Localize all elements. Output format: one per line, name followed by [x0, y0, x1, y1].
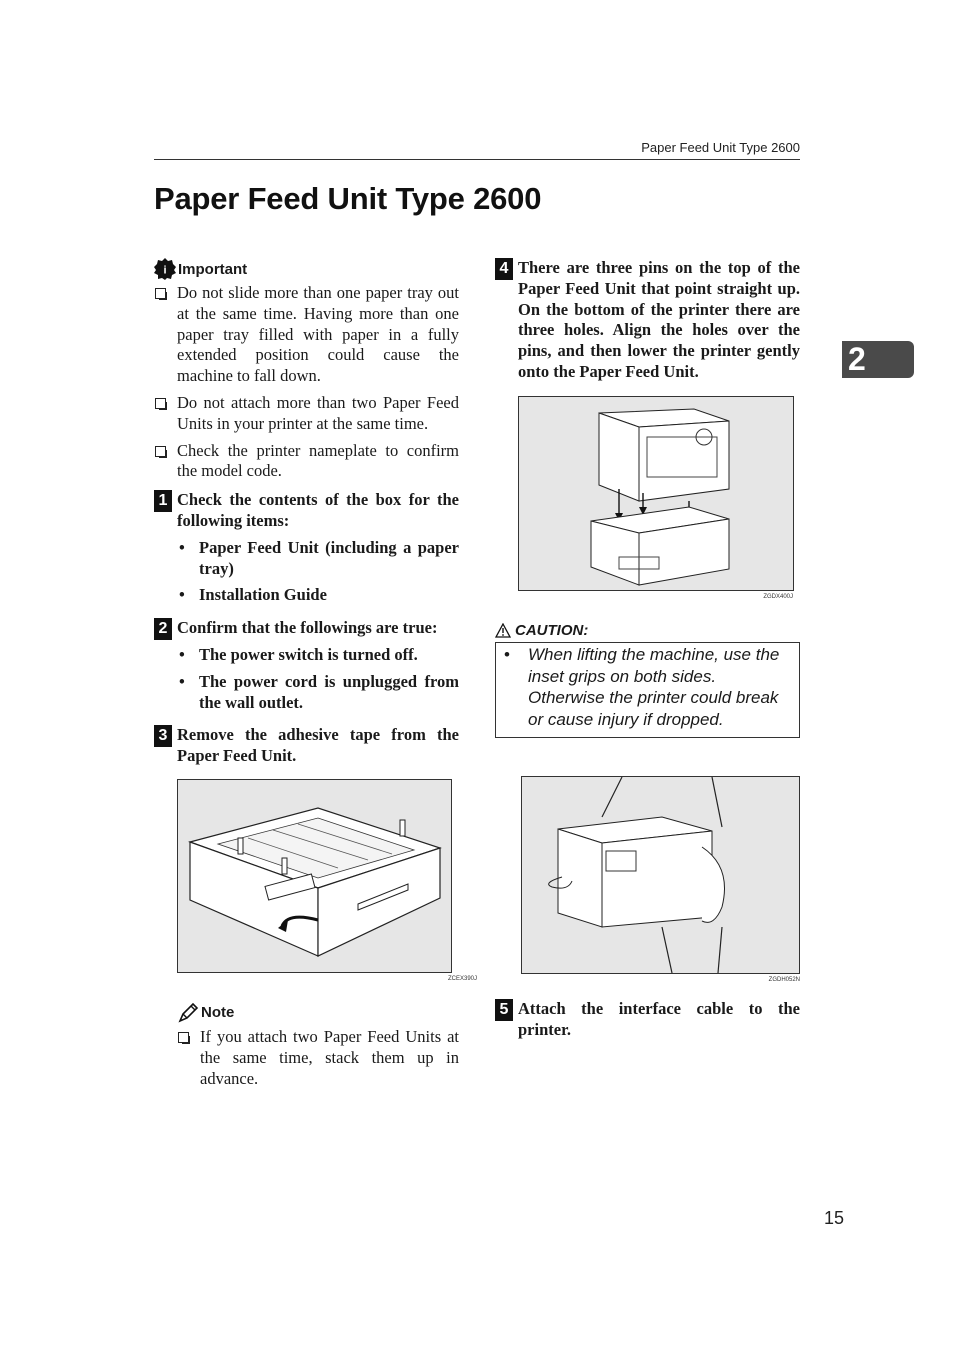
step-number: 3 — [154, 725, 172, 747]
caution-heading — [495, 622, 800, 639]
important-icon — [154, 258, 176, 280]
step-text: Check the contents of the box for the following items: — [177, 490, 459, 530]
step-number: 2 — [154, 618, 172, 640]
stacking-figure — [518, 396, 794, 591]
step-number: 1 — [154, 490, 172, 512]
left-column — [154, 258, 477, 1095]
step-text: Attach the interface cable to the printer. — [518, 998, 800, 1039]
list-item: • The power cord is unplugged from the wall outlet. — [177, 672, 459, 714]
list-item: Check the printer nameplate to confirm the model code. — [154, 441, 459, 483]
svg-text:i: i — [163, 264, 167, 277]
right-column — [495, 258, 800, 1041]
step-1 — [154, 490, 459, 606]
caution-block — [495, 622, 800, 738]
important-label: Important — [178, 260, 248, 278]
step-2 — [154, 618, 459, 713]
pencil-icon — [177, 1002, 199, 1024]
paper-feed-unit-illustration — [178, 780, 451, 972]
caution-box — [495, 642, 800, 738]
warning-triangle-icon — [495, 623, 511, 638]
running-header: Paper Feed Unit Type 2600 — [641, 140, 800, 155]
checkbox-icon — [155, 288, 166, 299]
step-text: Remove the adhesive tape from the Paper Feed Unit. — [177, 725, 459, 766]
header-rule — [154, 159, 800, 160]
note-list — [154, 1027, 459, 1089]
step-1-bullets — [177, 538, 459, 606]
important-list — [154, 283, 459, 482]
step-number: 4 — [495, 258, 513, 280]
step-4 — [495, 258, 800, 600]
important-heading — [154, 258, 459, 280]
list-item: • When lifting the machine, use the inset grips on both sides. Otherwise the printer could break or cause injury if dropped. — [496, 644, 791, 731]
step-5 — [495, 999, 800, 1041]
chapter-tab — [842, 341, 914, 378]
list-item: • The power switch is turned off. — [177, 645, 459, 666]
checkbox-icon — [155, 446, 166, 457]
list-item: • Installation Guide — [177, 585, 459, 606]
step-number: 5 — [495, 999, 513, 1021]
note-label: Note — [201, 1004, 235, 1022]
list-item: Do not attach more than two Paper Feed Units in your printer at the same time. — [154, 393, 459, 435]
printer-on-feed-unit-illustration — [519, 397, 793, 590]
step-3 — [154, 725, 477, 982]
figure-code: ZGDX400J — [763, 593, 793, 600]
person-lifting-printer-illustration — [522, 777, 799, 973]
step-2-bullets — [177, 645, 459, 713]
list-item: If you attach two Paper Feed Units at the same time, stack them up in advance. — [154, 1027, 459, 1089]
step-text: There are three pins on the top of the Paper Feed Unit that point straight up. On the bottom of the printer there are three holes. Align the holes over the pins, and then lower the printer gently onto the Paper Feed Unit. — [518, 258, 800, 381]
chapter-number: 2 — [848, 341, 866, 377]
checkbox-icon — [178, 1032, 189, 1043]
tape-removal-figure — [177, 779, 452, 973]
list-item: • Paper Feed Unit (including a paper tray) — [177, 538, 459, 580]
step-text: Confirm that the followings are true: — [177, 618, 438, 638]
page-number: 15 — [824, 1208, 845, 1228]
list-item: Do not slide more than one paper tray out at the same time. Having more than one paper tray filled with paper in a fully extended position could cause the machine to fall down. — [154, 283, 459, 387]
lifting-figure — [521, 776, 800, 974]
checkbox-icon — [155, 398, 166, 409]
figure-code: ZGDH052N — [768, 976, 800, 983]
note-heading — [177, 1002, 459, 1024]
figure-code: ZCEX390J — [447, 975, 477, 982]
caution-label: CAUTION: — [515, 621, 589, 639]
page-title: Paper Feed Unit Type 2600 — [154, 181, 542, 216]
note-block — [154, 1002, 459, 1089]
